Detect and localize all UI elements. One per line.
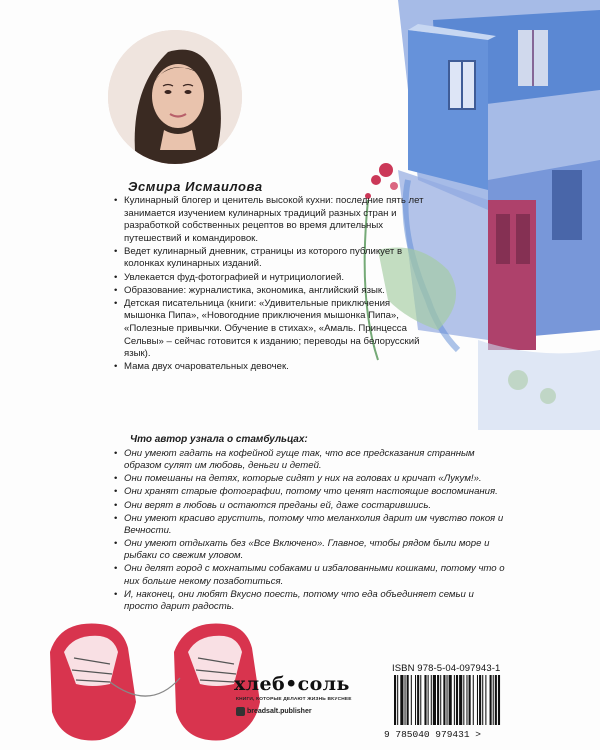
author-bio-list [114, 195, 426, 374]
barcode-bar [456, 675, 458, 725]
barcode-bar [394, 675, 396, 725]
author-photo [108, 30, 242, 164]
fact-item: • Они умеют отдыхать без «Все Включено». Главное, чтобы рядом были море и рыбаки со свежим уловом. [114, 538, 506, 563]
barcode-bar [498, 675, 500, 725]
barcode-bar [397, 675, 398, 725]
barcode-bar [431, 675, 432, 725]
fact-item: • Они делят город с мохнатыми собаками и избалованными кошками, потому что о них больше некому позаботиться. [114, 563, 506, 588]
barcode-bar [400, 675, 403, 725]
barcode-bar [443, 675, 445, 725]
barcode-bar [479, 675, 481, 725]
barcode-bar [490, 675, 492, 725]
barcode-bar [493, 675, 494, 725]
barcode-bar [440, 675, 441, 725]
barcode-bar [424, 675, 426, 725]
author-portrait-image [108, 30, 242, 164]
fact-item: • Они помешаны на детях, которые сидят у них на головах и кричат «Лукум!». [114, 473, 506, 485]
bio-item: • Образование: журналистика, экономика, английский язык. [114, 285, 426, 298]
bio-item: • Мама двух очаровательных девочек. [114, 361, 426, 374]
barcode-bar [433, 675, 436, 725]
vk-icon [236, 707, 245, 716]
fact-item: • И, наконец, они любят Вкусно поесть, потому что еда объединяет семьи и просто дарит радость. [114, 589, 506, 614]
facts-heading: Что автор узнала о стамбульцах: [130, 434, 308, 445]
isbn-text: ISBN 978-5-04-097943-1 [392, 663, 501, 674]
barcode-bar [411, 675, 412, 725]
barcode-bar [482, 675, 483, 725]
bio-item: • Детская писательница (книги: «Удивительные приключения мышонка Пипа», «Новогодние приключения мышонка Пипа», «Полезные привычки. Обучение в стихах», «Амаль. Принцесса Сельвы» – сейчас готовится к изданию; переводы на белорусский язык). [114, 298, 426, 361]
fact-item: • Они умеют красиво грустить, потому что меланхолия дарит им чувство покоя и Вечности. [114, 513, 506, 538]
barcode-bar [449, 675, 452, 725]
barcode-bar [485, 675, 486, 725]
barcode-bar [495, 675, 497, 725]
isbn-barcode [382, 675, 532, 739]
publisher-logo [234, 673, 384, 729]
barcode-bar [405, 675, 406, 725]
barcode-bar [473, 675, 474, 725]
barcode-bar [463, 675, 464, 725]
barcode-bar [459, 675, 462, 725]
author-name: Эсмира Исмаилова [128, 179, 263, 194]
bio-item: • Кулинарный блогер и ценитель высокой кухни: последние пять лет занимается изучением кулинарных традиций разных стран и разработкой собственных рецептов во время длительных путешествий и командировок. [114, 195, 426, 245]
barcode-bar [420, 675, 421, 725]
barcode-bar [454, 675, 455, 725]
facts-list [114, 448, 506, 614]
barcode-bar [477, 675, 478, 725]
publisher-handle: breadsalt.publisher [247, 708, 312, 715]
barcode-bar [415, 675, 416, 725]
barcode-bar [437, 675, 439, 725]
barcode-bar [469, 675, 471, 725]
bio-item: • Ведет кулинарный дневник, страницы из которого публикует в колонках кулинарных изданий. [114, 246, 426, 271]
publisher-tagline: КНИГИ, КОТОРЫЕ ДЕЛАЮТ ЖИЗНЬ ВКУСНЕЕ [236, 697, 352, 702]
fact-item: • Они верят в любовь и остаются преданы ей, даже состарившись. [114, 500, 506, 512]
publisher-logo-text: хлеб•соль [234, 673, 350, 695]
barcode-bar [447, 675, 448, 725]
barcode-digits: 9 785040 979431 > [384, 729, 481, 739]
barcode-bar [407, 675, 409, 725]
bio-item: • Увлекается фуд-фотографией и нутрициологией. [114, 272, 426, 285]
barcode-bar [417, 675, 419, 725]
barcode-bar [466, 675, 467, 725]
fact-item: • Они хранят старые фотографии, потому что ценят настоящие воспоминания. [114, 486, 506, 498]
barcode-bar [428, 675, 429, 725]
fact-item: • Они умеют гадать на кофейной гуще так, что все предсказания странным образом сулят им любовь, деньги и детей. [114, 448, 506, 473]
publisher-social [236, 707, 312, 716]
